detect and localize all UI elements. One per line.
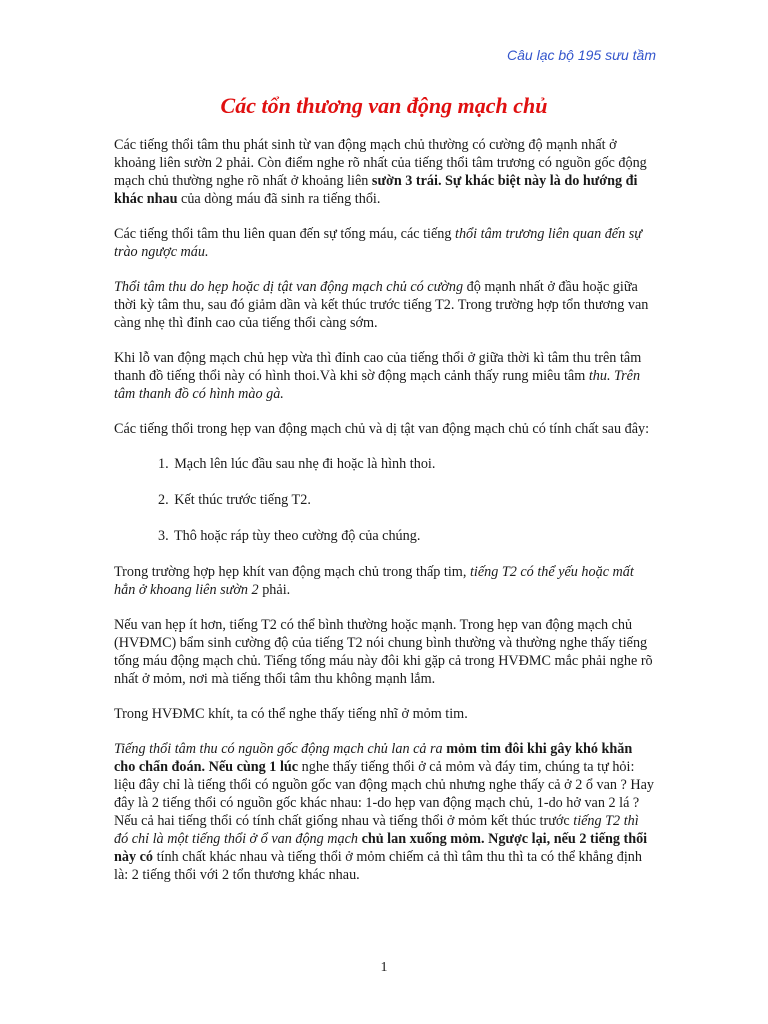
- paragraph-1-text: Các tiếng thổi tâm thu phát sinh từ van động mạch chủ thường có cường độ mạnh nhất ở khoảng liên sườn 2 phải. Còn điểm nghe rõ nhất của tiếng thổi tâm trương có nguồn gốc động mạch chủ thường nghe rõ nhất ở khoảng liên: [114, 137, 647, 189]
- paragraph-2: [114, 225, 656, 261]
- list-item: [158, 455, 656, 473]
- paragraph-9-bold-2: chủ lan xuống mỏm. Ngược lại, nếu 2 tiếng thổi này có: [114, 831, 648, 865]
- paragraph-1: [114, 136, 656, 208]
- paragraph-1-bold: sườn 3 trái. Sự khác biệt này là do hướng đi khác nhau: [114, 173, 638, 207]
- page-title: Các tổn thương van động mạch chủ: [220, 93, 548, 118]
- paragraph-6-text-end: phải.: [258, 582, 291, 598]
- paragraph-2-text: Các tiếng thổi tâm thu liên quan đến sự tống máu, các tiếng: [114, 226, 456, 242]
- list-item-number: 2.: [158, 492, 169, 508]
- paragraph-9-italic: Tiếng thổi tâm thu có nguồn gốc động mạch chủ lan cả ra: [114, 741, 443, 757]
- paragraph-3-italic: Thổi tâm thu do hẹp hoặc dị tật van động mạch chủ có cường: [114, 279, 464, 295]
- paragraph-9-italic-2: tiếng T2 thì đó chỉ là một tiếng thổi ở ổ van động mạch: [114, 813, 639, 847]
- list-item-number: 1.: [158, 456, 169, 472]
- list-item-text: Mạch lên lúc đầu sau nhẹ đi hoặc là hình thoi.: [174, 456, 436, 472]
- list-item: [158, 491, 656, 509]
- document-body: [114, 136, 656, 901]
- paragraph-4-text: Khi lỗ van động mạch chủ hẹp vừa thì đỉnh cao của tiếng thổi ở giữa thời kì tâm thu trên tâm thanh đồ tiếng thổi này có hình thoi.Và khi sờ động mạch cảnh thấy rung miêu tâm: [114, 350, 642, 384]
- list-item-number: 3.: [158, 528, 169, 544]
- paragraph-7: Nếu van hẹp ít hơn, tiếng T2 có thể bình thường hoặc mạnh. Trong hẹp van động mạch chủ (HVĐMC) bẩm sinh cường độ của tiếng T2 nói chung bình thường và thường nghe thấy tiếng tống máu động mạch chủ. Tiếng tống máu này đôi khi gặp cả trong HVĐMC mắc phải nghe rõ nhất ở mỏm, nơi mà tiếng thổi tâm thu không mạnh lắm.: [114, 617, 653, 687]
- page-number: 1: [380, 960, 388, 975]
- list-item: [158, 527, 656, 545]
- characteristics-list: [114, 455, 656, 545]
- list-item-text: Thô hoặc ráp tùy theo cường độ của chúng.: [173, 528, 421, 544]
- paragraph-4-italic: thu. Trên tâm thanh đồ có hình mào gà.: [114, 368, 641, 402]
- paragraph-5: Các tiếng thổi trong hẹp van động mạch chủ và dị tật van động mạch chủ có tính chất sau đây:: [114, 421, 650, 437]
- paragraph-4: [114, 349, 656, 403]
- paragraph-3-text: độ mạnh nhất ở đầu hoặc giữa thời kỳ tâm thu, sau đó giảm dần và kết thúc trước tiếng T2. Trong trường hợp tổn thương van càng nhẹ thì đỉnh cao của tiếng thổi càng sớm.: [114, 279, 649, 331]
- paragraph-6-text: Trong trường hợp hẹp khít van động mạch chủ trong thấp tim,: [114, 564, 470, 580]
- paragraph-9-text: nghe thấy tiếng thổi ở cả mỏm và đáy tim, chúng ta tự hỏi: liệu đây chỉ là tiếng thổi có nguồn gốc van động mạch chủ nhưng nghe thấy cả ở 2 ổ van ? Hay đây là 2 tiếng thổi có nguồn gốc khác nhau: 1-do hẹp van động mạch chủ, 1-do hở van 2 lá ? Nếu cả hai tiếng thổi có tính chất giống nhau và tiếng thổi ở mỏm kết thúc trước: [114, 759, 654, 829]
- paragraph-9-text-end: tính chất khác nhau và tiếng thổi ở mỏm chiếm cả thì tâm thu thì ta có thể khẳng định là: 2 tiếng thổi với 2 tổn thương khác nhau.: [114, 849, 642, 883]
- paragraph-9-bold: mỏm tim đôi khi gây khó khăn cho chẩn đoán. Nếu cùng 1 lúc: [114, 741, 633, 775]
- paragraph-9: [114, 740, 656, 884]
- paragraph-3: [114, 278, 656, 332]
- paragraph-6: [114, 563, 656, 599]
- paragraph-8: Trong HVĐMC khít, ta có thể nghe thấy tiếng nhĩ ở mỏm tim.: [114, 706, 468, 722]
- paragraph-2-italic: thổi tâm trương liên quan đến sự trào ngược máu.: [114, 226, 643, 260]
- list-item-text: Kết thúc trước tiếng T2.: [174, 492, 311, 508]
- paragraph-1-text-end: của dòng máu đã sinh ra tiếng thổi.: [177, 191, 381, 207]
- paragraph-6-italic: tiếng T2 có thể yếu hoặc mất hẳn ở khoang liên sườn 2: [114, 564, 634, 598]
- club-header: Câu lạc bộ 195 sưu tầm: [507, 47, 656, 63]
